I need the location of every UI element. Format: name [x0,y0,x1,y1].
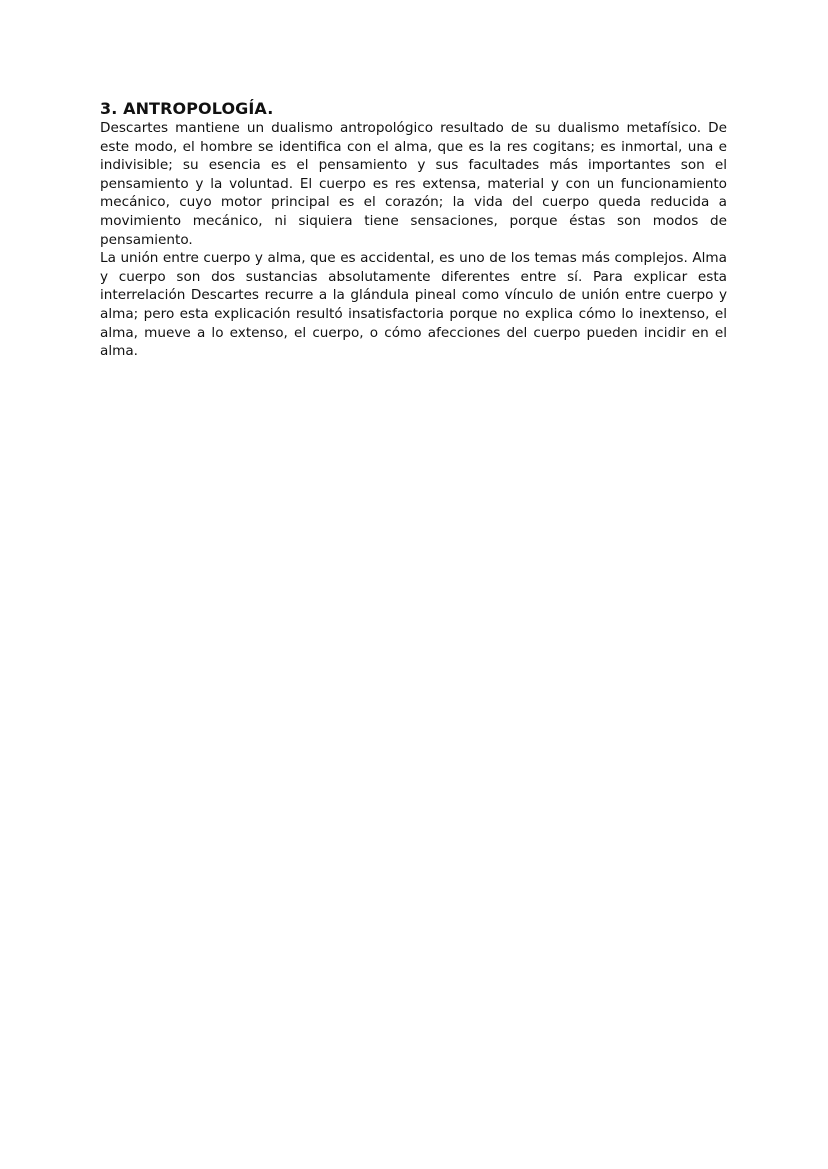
paragraph-dualism: Descartes mantiene un dualismo antropológico resultado de su dualismo metafísico. De este modo, el hombre se identifica con el alma, que es la res cogitans; es inmortal, una e indivisible; su esencia es el pensamiento y sus facultades más importantes son el pensamiento y la voluntad. El cuerpo es res extensa, material y con un funcionamiento mecánico, cuyo motor principal es el corazón; la vida del cuerpo queda reducida a movimiento mecánico, ni siquiera tiene sensaciones, porque éstas son modos de pensamiento. [100,120,727,248]
section-heading: 3. ANTROPOLOGÍA. [100,99,274,118]
paragraph-union: La unión entre cuerpo y alma, que es accidental, es uno de los temas más complejos. Alma y cuerpo son dos sustancias absolutamente diferentes entre sí. Para explicar esta interrelación Descartes recurre a la glándula pineal como vínculo de unión entre cuerpo y alma; pero esta explicación resultó insatisfactoria porque no explica cómo lo inextenso, el alma, mueve a lo extenso, el cuerpo, o cómo afecciones del cuerpo pueden incidir en el alma. [100,250,727,360]
section-content [100,99,727,361]
